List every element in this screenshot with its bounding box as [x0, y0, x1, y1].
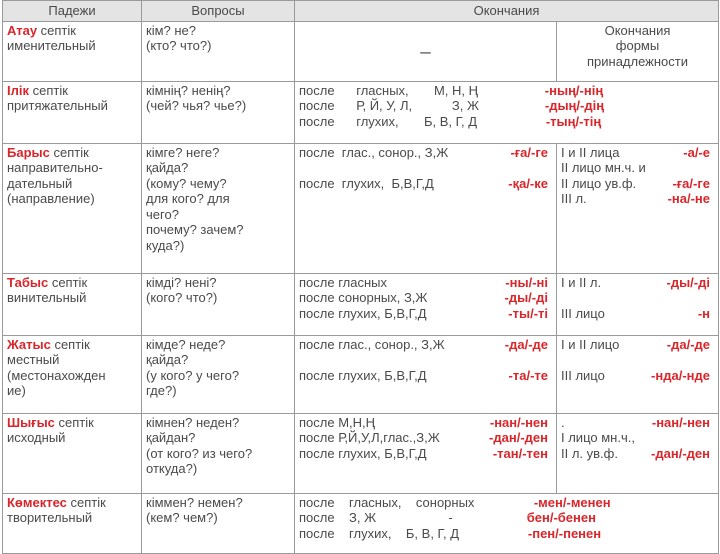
- poss-line: [561, 191, 714, 207]
- question-line: (кому? чему?: [146, 175, 227, 191]
- endings-cell: [295, 21, 557, 81]
- ending-condition: после гласных, сонорных: [299, 494, 475, 510]
- case-kz-name: Көмектес: [7, 494, 67, 510]
- case-kz-name: Ілік: [7, 82, 29, 98]
- table-row-ilik: [3, 81, 719, 143]
- case-ru-name: винительный: [7, 290, 87, 305]
- ending-condition: после глухих, Б,В,Г,Д: [299, 305, 427, 321]
- case-cell: [3, 21, 142, 81]
- question-line: для кого? для: [146, 191, 230, 206]
- poss-title-line: формы: [615, 38, 660, 53]
- ending-suffix: -да/-де: [504, 336, 548, 352]
- case-kz-name: Барыс: [7, 144, 50, 160]
- ending-suffix: -нан/-нен: [489, 414, 548, 430]
- case-kz-name: Атау: [7, 22, 38, 38]
- poss-suffix: -ға/-ге: [672, 175, 710, 191]
- poss-line: [561, 176, 714, 192]
- questions-cell: [142, 81, 295, 143]
- question-line: қайдан?: [146, 430, 196, 445]
- question-line: қайда?: [146, 352, 189, 367]
- ending-suffix: -қа/-ке: [508, 175, 548, 191]
- questions-cell: [142, 335, 295, 413]
- poss-person: I и II лица: [561, 144, 620, 160]
- ending-condition: после Р,Й,У,Л,глас.,З,Ж: [299, 430, 440, 445]
- ending-condition: после М,Н,Ң: [299, 414, 376, 430]
- case-cell: [3, 493, 142, 553]
- ending-suffix: -дан/-ден: [489, 430, 548, 445]
- ending-suffix: -пен/-пенен: [527, 525, 602, 541]
- ending-suffix: -ға/-ге: [510, 144, 548, 160]
- ending-condition: после сонорных, З,Ж: [299, 290, 428, 305]
- case-kz-name: Шығыс: [7, 414, 55, 430]
- case-kz-suffix: септік: [48, 274, 88, 290]
- ending-line: [299, 495, 714, 511]
- possessive-cell: [557, 413, 719, 493]
- poss-line: [561, 368, 714, 384]
- poss-suffix: -ды/-ді: [666, 274, 710, 290]
- case-endings-table: [2, 0, 719, 554]
- ending-condition: после глухих, Б,В,Г,Д: [299, 367, 427, 383]
- ending-suffix: -мен/-менен: [533, 494, 611, 510]
- table-row-zhatys: [3, 335, 719, 413]
- header-row: [3, 1, 719, 22]
- poss-suffix: -да/-де: [666, 336, 710, 352]
- ending-suffix: -ты/-ті: [508, 305, 548, 321]
- poss-line: [561, 306, 714, 322]
- question-line: (кто? что?): [146, 38, 212, 53]
- case-ru-name: (местонахожден: [7, 367, 106, 383]
- poss-suffix: -дан/-ден: [651, 445, 710, 461]
- ending-condition: после З, Ж -: [299, 510, 453, 525]
- ending-line: [299, 430, 552, 446]
- poss-person: II лицо мн.ч. и: [561, 160, 646, 175]
- questions-cell: [142, 273, 295, 335]
- question-line: кімнің? ненің?: [146, 82, 231, 98]
- ending-line: [299, 290, 552, 306]
- poss-person: .: [561, 414, 565, 430]
- question-line: куда?): [146, 237, 185, 253]
- poss-person: I и II л.: [561, 274, 602, 290]
- case-ru-name: исходный: [7, 430, 66, 445]
- case-cell: [3, 335, 142, 413]
- case-kz-suffix: септік: [66, 494, 106, 510]
- ending-suffix: -тан/-тен: [492, 445, 548, 461]
- ending-suffix: -ны/-ні: [505, 274, 548, 290]
- ending-suffix: -ның/-нің: [544, 82, 604, 98]
- endings-cell: [295, 493, 719, 553]
- questions-cell: [142, 143, 295, 273]
- endings-cell: [295, 413, 557, 493]
- ending-line: [299, 114, 714, 130]
- ending-line: [299, 176, 552, 192]
- poss-suffix: -а/-е: [683, 144, 710, 160]
- ending-suffix: -тың/-тің: [545, 113, 602, 129]
- ending-line: [299, 83, 714, 99]
- ending-line: [299, 415, 552, 431]
- poss-line: [561, 160, 714, 176]
- questions-cell: [142, 21, 295, 81]
- question-line: кіммен? немен?: [146, 494, 243, 510]
- case-ru-name: творительный: [7, 510, 93, 525]
- ending-condition: после гласных, М, Н, Ң: [299, 82, 478, 98]
- poss-person: III л.: [561, 191, 587, 206]
- ending-suffix: -та/-те: [508, 367, 548, 383]
- possessive-cell: [557, 335, 719, 413]
- endings-cell: [295, 81, 719, 143]
- case-cell: [3, 143, 142, 273]
- poss-person: III лицо: [561, 367, 605, 383]
- case-ru-name: направительно-: [7, 160, 103, 175]
- ending-line: [299, 368, 552, 384]
- question-line: где?): [146, 383, 177, 398]
- header-cases: Падежи: [3, 1, 142, 22]
- case-ru-name: местный: [7, 352, 60, 367]
- ending-line: [299, 275, 552, 291]
- question-line: почему? зачем?: [146, 222, 244, 237]
- endings-cell: [295, 273, 557, 335]
- poss-person: I лицо мн.ч.,: [561, 430, 635, 445]
- question-line: откуда?): [146, 461, 198, 476]
- poss-suffix: -нан/-нен: [651, 414, 710, 430]
- poss-line: [561, 275, 714, 291]
- poss-line: [561, 415, 714, 431]
- question-line: кімді? нені?: [146, 274, 217, 290]
- poss-line: [561, 446, 714, 462]
- endings-cell: [295, 143, 557, 273]
- case-ru-name: (направление): [7, 191, 95, 206]
- no-ending-dash: _: [420, 33, 431, 54]
- ending-condition: после глас., сонор., З,Ж: [299, 336, 445, 352]
- case-kz-suffix: септік: [49, 144, 89, 160]
- ending-condition: после глухих, Б,В,Г,Д: [299, 445, 427, 461]
- case-kz-suffix: септік: [54, 414, 94, 430]
- possessive-cell: [557, 143, 719, 273]
- poss-line: [561, 337, 714, 353]
- header-questions: Вопросы: [142, 1, 295, 22]
- case-kz-suffix: септік: [50, 336, 90, 352]
- poss-suffix: -н: [697, 305, 710, 321]
- question-line: кім? не?: [146, 22, 196, 38]
- questions-cell: [142, 413, 295, 493]
- poss-line: [561, 430, 714, 446]
- question-line: кімде? неде?: [146, 336, 226, 352]
- question-line: чего?: [146, 206, 179, 222]
- poss-person: III лицо: [561, 305, 605, 321]
- ending-condition: после глухих, Б, В, Г, Д: [299, 113, 478, 129]
- ending-line: [299, 446, 552, 462]
- table-row-shygys: [3, 413, 719, 493]
- poss-line: [561, 145, 714, 161]
- case-cell: [3, 273, 142, 335]
- question-line: кімнен? неден?: [146, 414, 240, 430]
- case-kz-suffix: септік: [29, 82, 68, 98]
- case-cell: [3, 81, 142, 143]
- ending-condition: после глухих, Б, В, Г, Д: [299, 525, 460, 541]
- poss-title-line: принадлежности: [586, 53, 689, 69]
- ending-line: [299, 337, 552, 353]
- question-line: (чей? чья? чье?): [146, 98, 247, 113]
- case-ru-name: дательный: [7, 175, 73, 191]
- ending-condition: после глухих, Б,В,Г,Д: [299, 175, 434, 191]
- question-line: (кем? чем?): [146, 510, 218, 525]
- endings-cell: [295, 335, 557, 413]
- table-row-atau: [3, 21, 719, 81]
- ending-line: [299, 98, 714, 114]
- ending-condition: после Р, Й, У, Л, З, Ж: [299, 98, 479, 113]
- ending-suffix: бен/-бенен: [526, 510, 596, 525]
- ending-line: [299, 306, 552, 322]
- table-row-tabys: [3, 273, 719, 335]
- questions-cell: [142, 493, 295, 553]
- ending-line: [299, 145, 552, 161]
- possessive-cell: [557, 273, 719, 335]
- possessive-header-cell: [557, 21, 719, 81]
- ending-condition: после глас., сонор., З,Ж: [299, 144, 449, 160]
- question-line: кімге? неге?: [146, 144, 220, 160]
- question-line: (кого? что?): [146, 290, 218, 305]
- case-kz-name: Табыс: [7, 274, 49, 290]
- poss-person: I и II лицо: [561, 336, 620, 352]
- poss-person: II лицо ув.ф.: [561, 175, 637, 191]
- case-ru-name: притяжательный: [7, 98, 108, 113]
- ending-suffix: -ды/-ді: [504, 290, 548, 305]
- ending-line: [299, 526, 714, 542]
- case-cell: [3, 413, 142, 493]
- ending-line: [299, 510, 714, 526]
- poss-suffix: -на/-не: [667, 191, 710, 206]
- header-endings: Окончания: [295, 1, 719, 22]
- ending-suffix: -дың/-дің: [544, 98, 605, 113]
- ending-condition: после гласных: [299, 274, 387, 290]
- question-line: (от кого? из чего?: [146, 445, 253, 461]
- poss-suffix: -нда/-нде: [651, 367, 710, 383]
- case-ru-name: именительный: [7, 38, 96, 53]
- case-ru-name: ие): [7, 383, 26, 398]
- question-line: қайда?: [146, 160, 189, 175]
- question-line: (у кого? у чего?: [146, 367, 240, 383]
- table-row-komektes: [3, 493, 719, 553]
- case-kz-suffix: септік: [37, 22, 76, 38]
- poss-person: II л. ув.ф.: [561, 445, 618, 461]
- table-row-barys: [3, 143, 719, 273]
- poss-title-line: Окончания: [604, 22, 671, 38]
- case-kz-name: Жатыс: [7, 336, 51, 352]
